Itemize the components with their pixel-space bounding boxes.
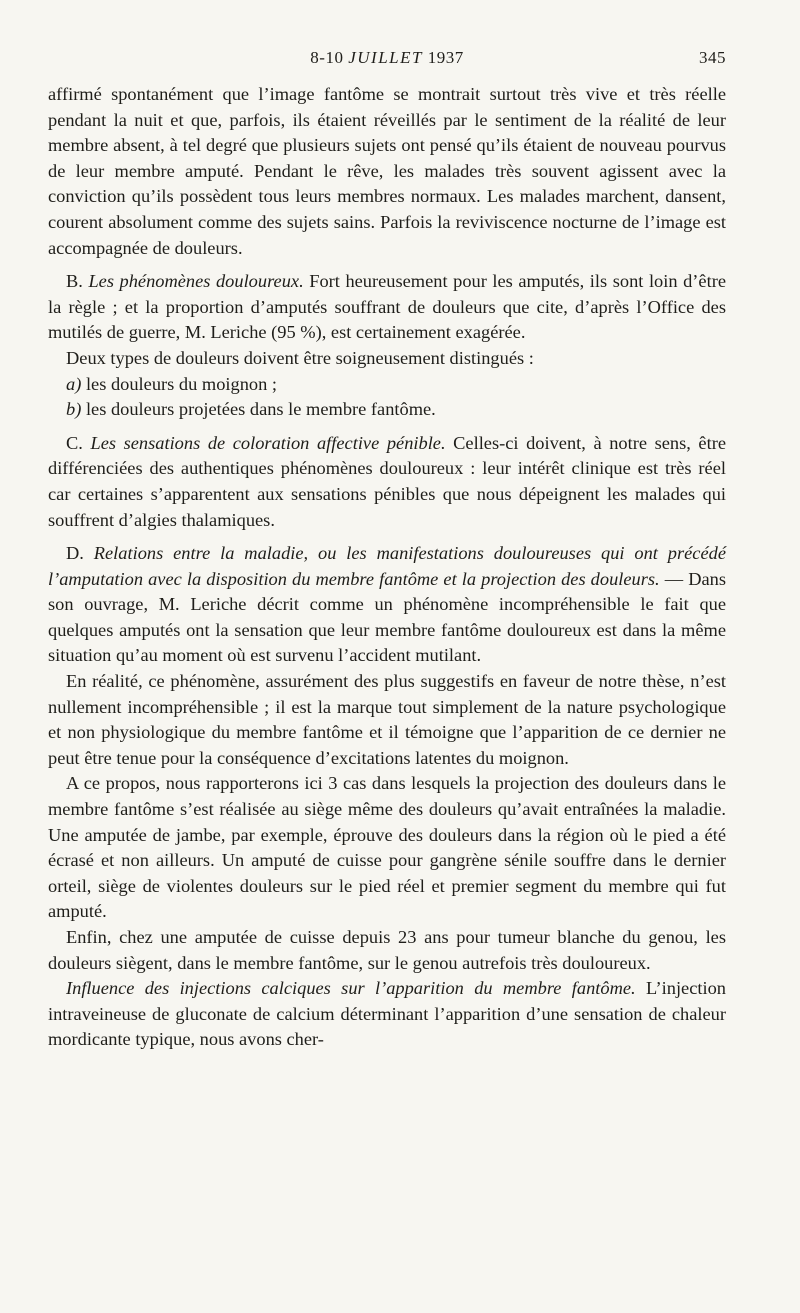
page-number: 345 xyxy=(699,48,726,67)
list-marker: a) xyxy=(66,373,82,394)
section-letter: D. xyxy=(66,543,84,564)
list-item: b) les douleurs projetées dans le membre fantôme. xyxy=(66,399,436,420)
header-date: 8-10 JUILLET 1937 xyxy=(310,48,464,67)
section-title: Les sensations de coloration affective pénible. xyxy=(90,432,446,453)
section-title: Influence des injections calciques sur l’apparition du membre fantôme. xyxy=(66,978,636,999)
paragraph-finally: Enfin, chez une amputée de cuisse depuis 23 ans pour tumeur blanche du genou, les douleurs siègent, dans le membre fantôme, sur le genou autrefois très douloureux. xyxy=(48,927,726,973)
paragraph-calcium: Influence des injections calciques sur l’apparition du membre fantôme. L’injection intraveineuse de gluconate de calcium déterminant l’apparition d’une sensation de chaleur mordicante typique, nous avons cher- xyxy=(48,978,726,1050)
paragraph-continuation: affirmé spontanément que l’image fantôme se montrait surtout très vive et très réelle pendant la nuit et que, parfois, ils étaient réveillés par le sentiment de la réalité de leur membre absent, à tel degré que plusieurs sujets ont pensé qu’ils étaient de nouveau pourvus de leur membre amputé. Pendant le rêve, les malades très souvent agissent avec la conviction qu’ils possèdent tous leurs membres normaux. Les malades marchent, dansent, courent absolument comme des sujets sains. Parfois la reviviscence nocturne de l’image est accompagnée de douleurs. xyxy=(48,84,726,258)
paragraph-section-b: B. Les phénomènes douloureux. Fort heureusement pour les amputés, ils sont loin d’être la règle ; et la proportion d’amputés souffrant de douleurs que cite, d’après l’Office des mutilés de guerre, M. Leriche (95 %), est certainement exagérée. xyxy=(48,271,726,343)
section-title: Les phénomènes douloureux. xyxy=(88,271,304,292)
list-item: a) les douleurs du moignon ; xyxy=(66,373,277,394)
paragraph-section-d: D. Relations entre la maladie, ou les manifestations douloureuses qui ont précédé l’amputation avec la disposition du membre fantôme et la projection des douleurs. — Dans son ouvrage, M. Leriche décrit comme un phénomène incompréhensible le fait que quelques amputés ont la sensation que leur membre fantôme douloureux est dans la même situation qu’au moment où est survenu l’accident mutilant. xyxy=(48,543,726,666)
running-header xyxy=(48,48,726,74)
body-text xyxy=(48,82,726,1053)
section-letter: B. xyxy=(66,271,83,292)
paragraph-reality: En réalité, ce phénomène, assurément des plus suggestifs en faveur de notre thèse, n’est nullement incompréhensible ; il est la marque tout simplement de la nature psychologique et non physiologique du membre fantôme et il témoigne que l’apparition de ce dernier ne peut être tenue pour la conséquence d’excitations latentes du moignon. xyxy=(48,671,726,768)
paragraph-section-c: C. Les sensations de coloration affective pénible. Celles-ci doivent, à notre sens, être différenciées des authentiques phénomènes douloureux : leur intérêt clinique est très réel car certaines s’apparentent aux sensations pénibles que nous dépeignent les malades qui souffrent d’algies thalamiques. xyxy=(48,432,726,530)
paragraph-pain-types: Deux types de douleurs doivent être soigneusement distingués : xyxy=(66,347,534,368)
list-marker: b) xyxy=(66,399,82,420)
section-letter: C. xyxy=(66,432,83,453)
header-month: JUILLET xyxy=(348,48,423,67)
paragraph-cases: A ce propos, nous rapporterons ici 3 cas dans lesquels la projection des douleurs dans le membre fantôme s’est réalisée au siège même des douleurs qu’avait entraînées la maladie. Une amputée de jambe, par exemple, éprouve des douleurs dans la région où le pied a été écrasé et non ailleurs. Un amputé de cuisse pour gangrène sénile souffre dans le dernier orteil, siège de violentes douleurs sur le pied réel et premier segment du membre qui fut amputé. xyxy=(48,773,726,922)
section-title: Relations entre la maladie, ou les manifestations douloureuses qui ont précédé l’amputation avec la disposition du membre fantôme et la projection des douleurs. xyxy=(48,543,726,589)
